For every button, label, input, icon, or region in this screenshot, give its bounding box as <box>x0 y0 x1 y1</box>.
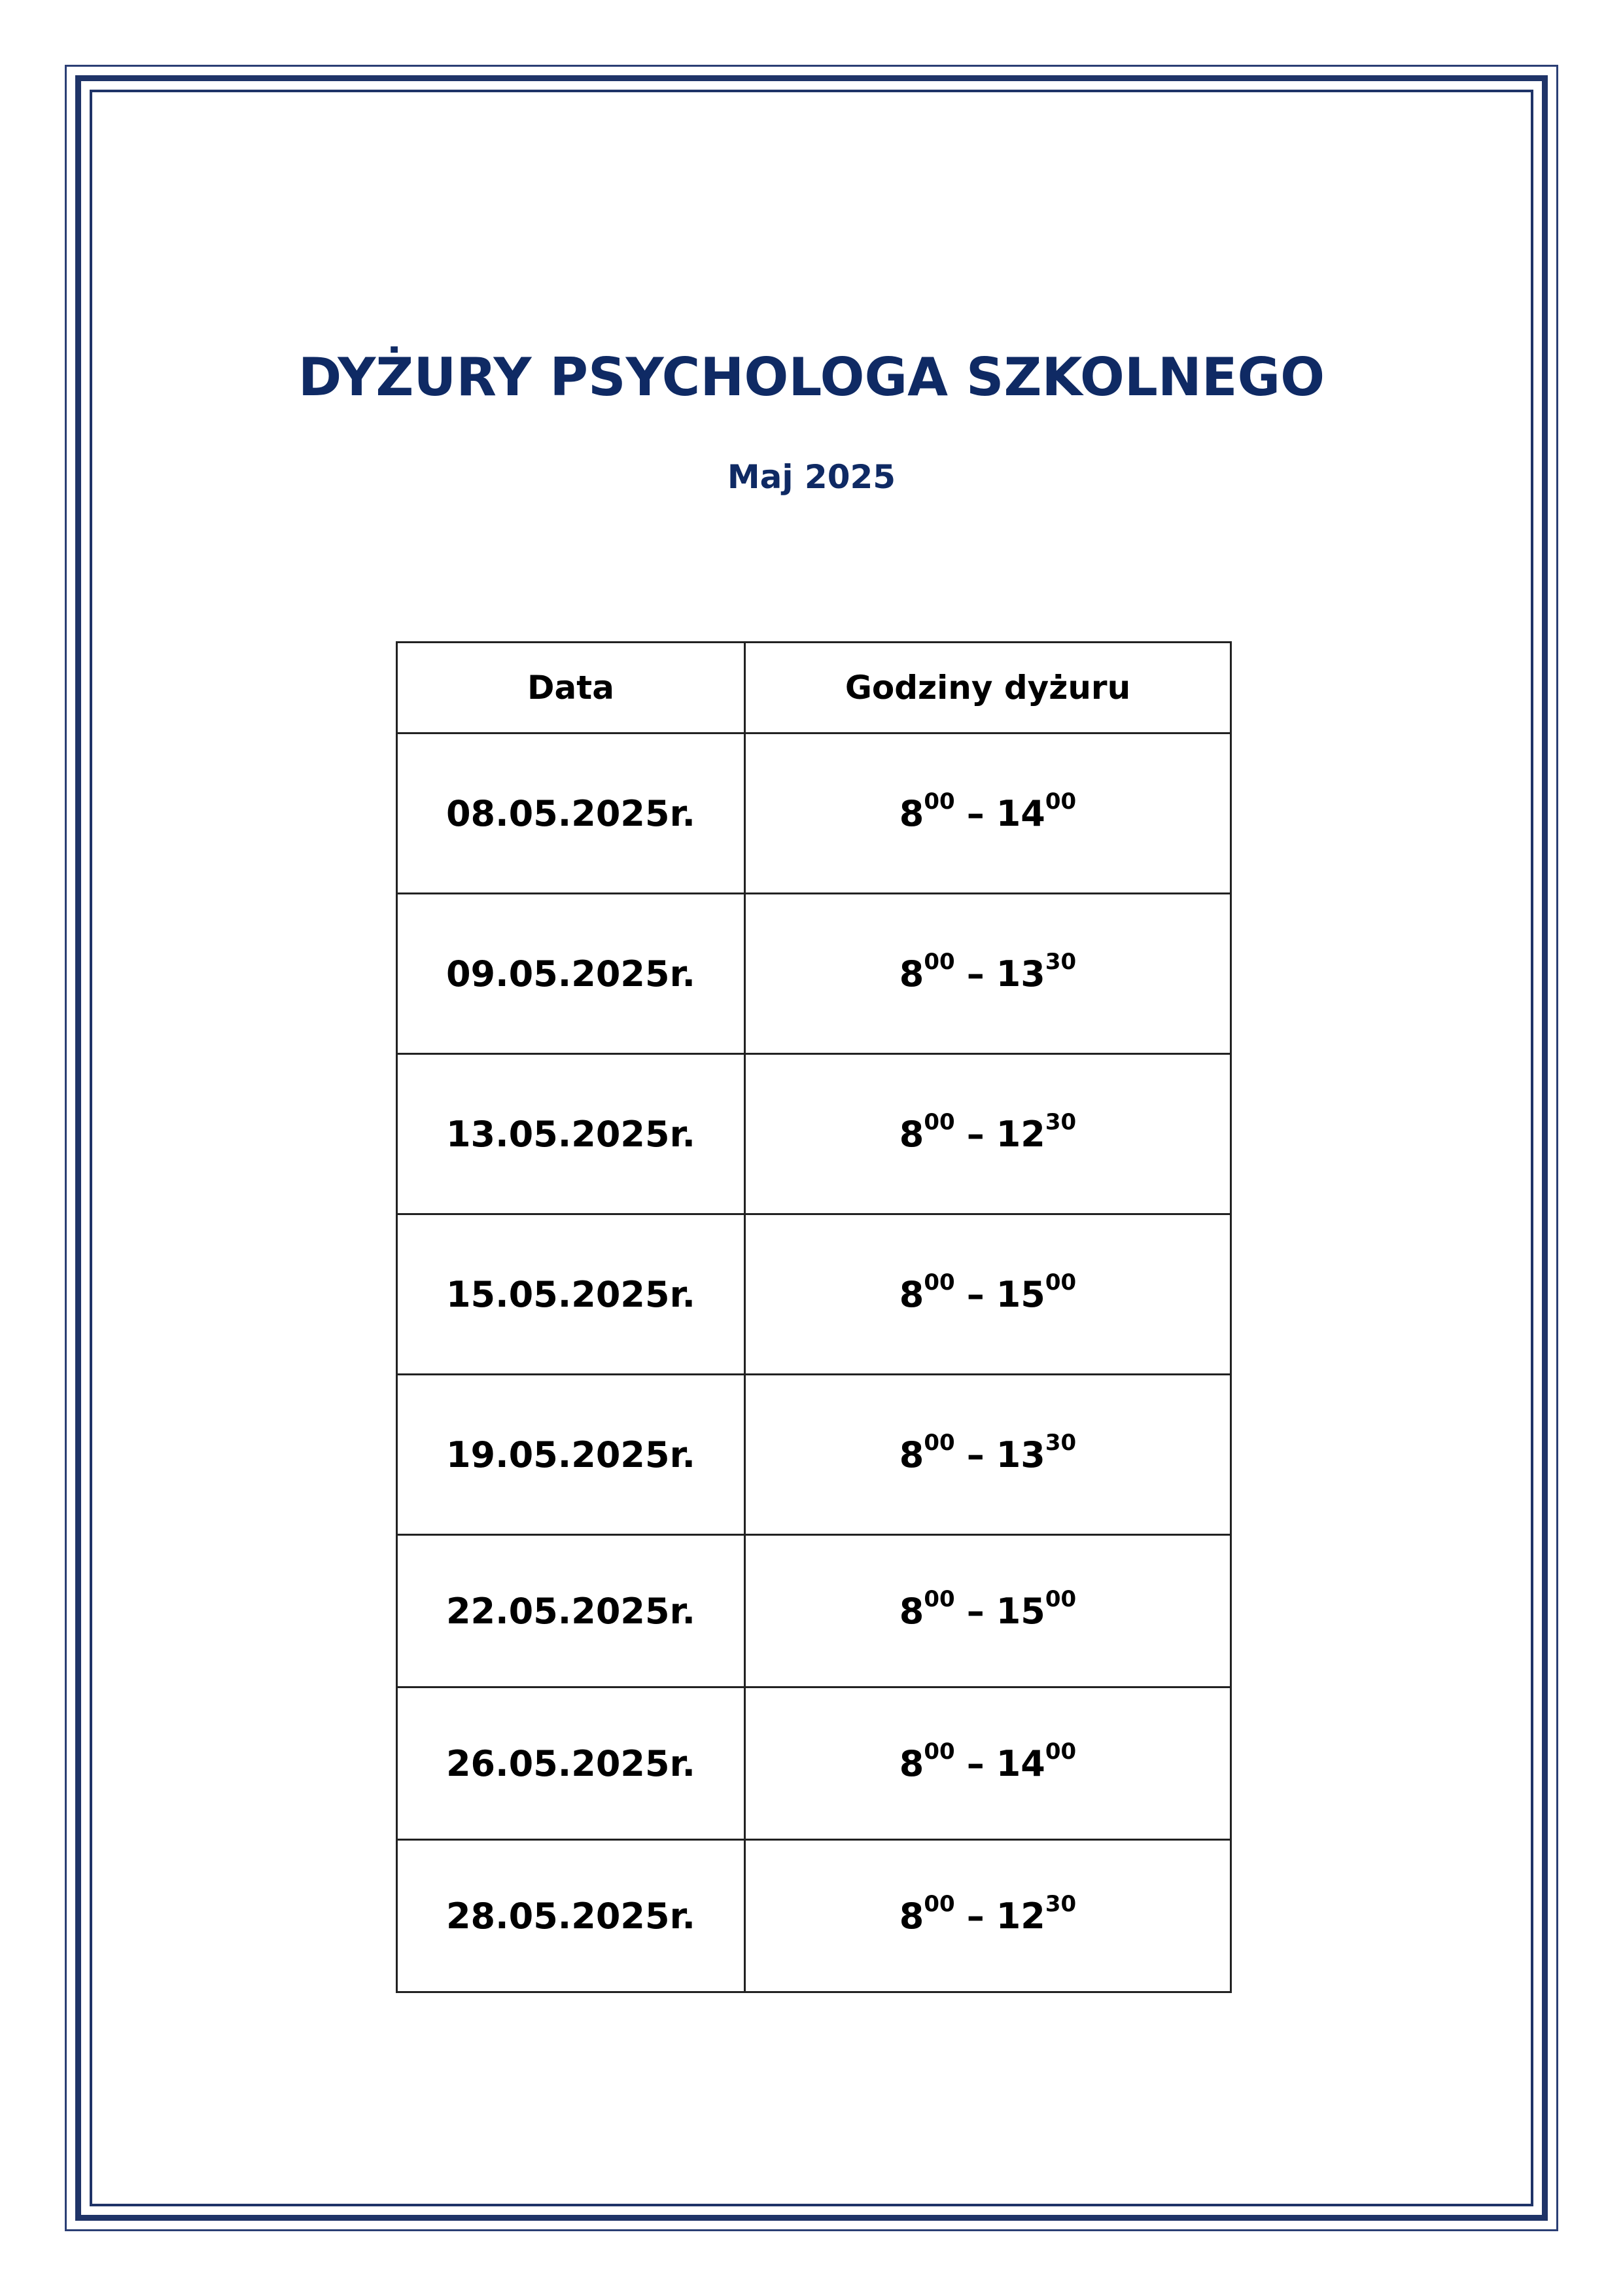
hours-cell: $8^{00} - 15^{00}$ <box>745 1535 1231 1687</box>
table-row <box>397 1840 1231 1992</box>
table-row <box>397 1535 1231 1687</box>
date-cell: 15.05.2025r. <box>397 1214 745 1375</box>
date-cell: 08.05.2025r. <box>397 733 745 894</box>
hours-cell: $8^{00} - 15^{00}$ <box>745 1214 1231 1375</box>
table-row <box>397 1687 1231 1840</box>
document-title: DYŻURY PSYCHOLOGA SZKOLNEGO <box>298 347 1325 408</box>
table-row <box>397 1375 1231 1535</box>
table-row <box>397 1214 1231 1375</box>
date-cell: 19.05.2025r. <box>397 1375 745 1535</box>
hours-cell: $8^{00} - 13^{30}$ <box>745 894 1231 1054</box>
date-cell: 26.05.2025r. <box>397 1687 745 1840</box>
date-cell: 28.05.2025r. <box>397 1840 745 1992</box>
table-row <box>397 894 1231 1054</box>
date-cell: 22.05.2025r. <box>397 1535 745 1687</box>
document-subtitle: Maj 2025 <box>727 458 896 496</box>
header-hours: Godziny dyżuru <box>745 643 1231 733</box>
table-row <box>397 733 1231 894</box>
hours-cell: $8^{00} - 12^{30}$ <box>745 1840 1231 1992</box>
date-cell: 13.05.2025r. <box>397 1054 745 1214</box>
header-date: Data <box>397 643 745 733</box>
schedule-table <box>396 641 1232 1993</box>
table-row <box>397 1054 1231 1214</box>
hours-cell: $8^{00} - 13^{30}$ <box>745 1375 1231 1535</box>
hours-cell: $8^{00} - 14^{00}$ <box>745 1687 1231 1840</box>
table-header-row <box>397 643 1231 733</box>
hours-cell: $8^{00} - 12^{30}$ <box>745 1054 1231 1214</box>
date-cell: 09.05.2025r. <box>397 894 745 1054</box>
hours-cell: $8^{00} - 14^{00}$ <box>745 733 1231 894</box>
